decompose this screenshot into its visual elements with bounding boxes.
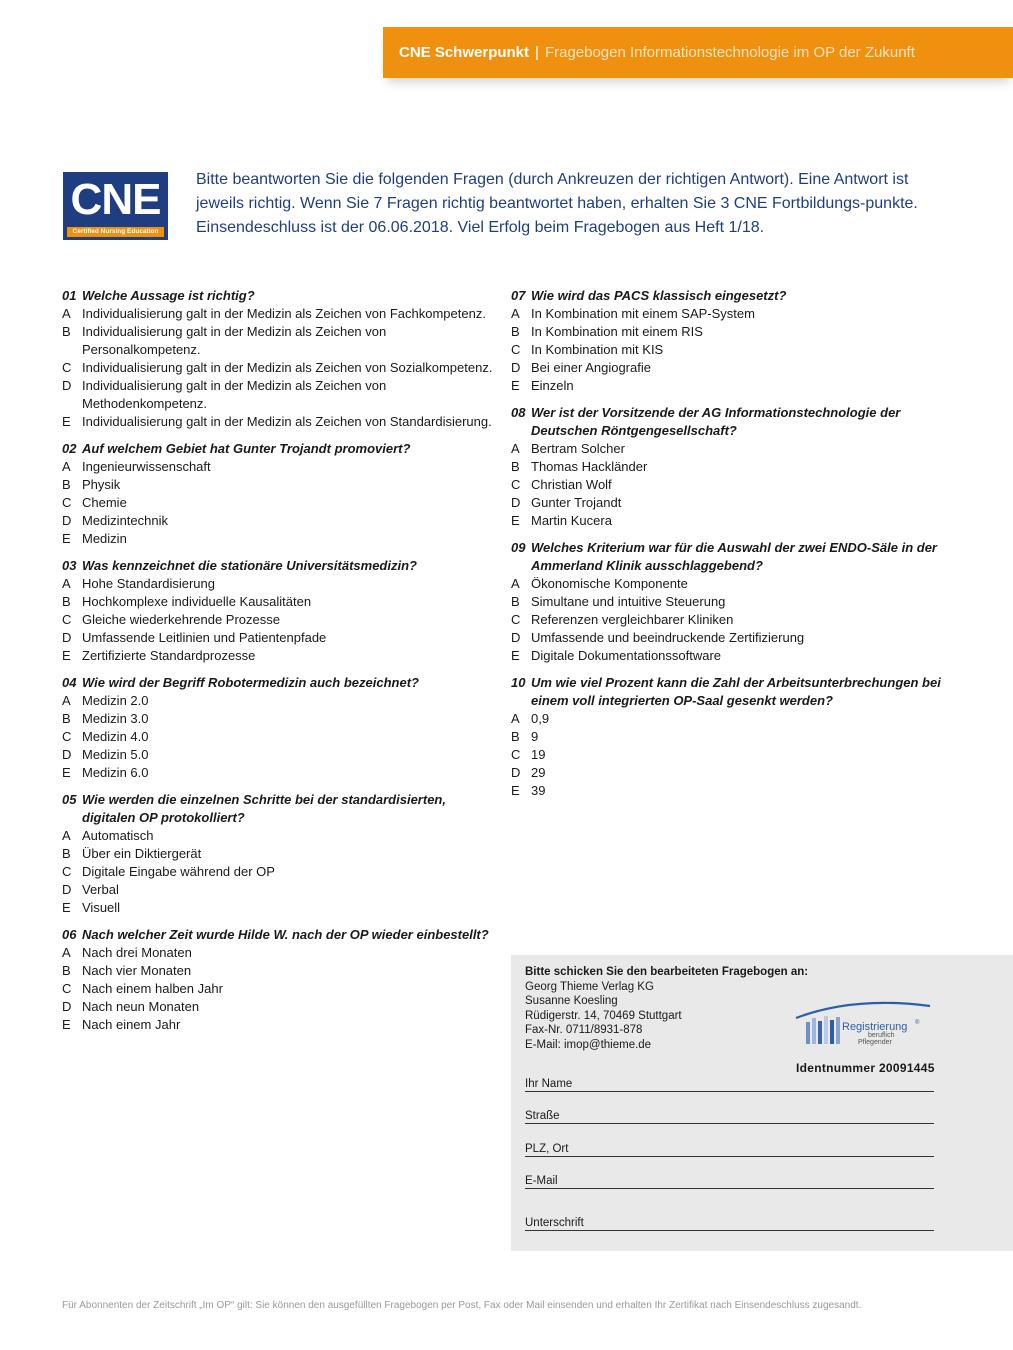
option-text: Medizin [82, 531, 127, 546]
option-letter: C [62, 360, 72, 375]
question-number: 08 [511, 405, 526, 420]
option-text: Visuell [82, 900, 121, 915]
ident-number: Identnummer 20091445 [796, 1061, 935, 1075]
answer-option[interactable] [62, 494, 502, 512]
option-text: Nach einem halben Jahr [82, 981, 223, 996]
option-letter: D [511, 765, 521, 780]
header-separator: | [535, 44, 539, 61]
option-text: Nach drei Monaten [82, 945, 192, 960]
answer-option[interactable] [62, 881, 502, 899]
question-number: 05 [62, 792, 77, 807]
address-line: Fax-Nr. 0711/8931-878 [525, 1024, 643, 1036]
option-letter: E [511, 648, 520, 663]
footer-note: Für Abonnenten der Zeitschrift „Im OP“ gilt: Sie können den ausgefüllten Fragebogen per Post, Fax oder Mail einsenden und erhalten Ihr Zertifikat nach Einsendeschluss zugesandt. [62, 1300, 862, 1311]
option-text: Physik [82, 477, 121, 492]
question-header [62, 440, 502, 458]
option-letter: E [62, 414, 71, 429]
question [511, 539, 951, 665]
question [62, 926, 502, 1034]
option-text: Digitale Dokumentationssoftware [531, 648, 722, 663]
answer-option[interactable] [62, 377, 502, 413]
question-header [62, 287, 502, 305]
option-letter: B [62, 846, 71, 861]
option-letter: E [511, 378, 520, 393]
answer-option[interactable] [511, 764, 951, 782]
option-letter: C [62, 612, 72, 627]
svg-text:Registrierung: Registrierung [842, 1021, 908, 1033]
name-field[interactable] [525, 1078, 934, 1092]
option-text: Bei einer Angiografie [531, 360, 651, 375]
cne-logo [63, 172, 168, 240]
option-letter: A [511, 576, 520, 591]
question [62, 557, 502, 665]
answer-option[interactable] [511, 611, 951, 629]
email-field[interactable] [525, 1175, 934, 1189]
question-number: 01 [62, 288, 77, 303]
answer-option[interactable] [62, 827, 502, 845]
question-text: Wie werden die einzelnen Schritte bei der standardisierten, digitalen OP protokolliert? [82, 792, 446, 825]
option-letter: C [511, 747, 521, 762]
option-letter: E [62, 531, 71, 546]
email-field-label: E-Mail [525, 1175, 558, 1187]
question [511, 404, 951, 530]
question-text: Wie wird der Begriff Robotermedizin auch bezeichnet? [82, 675, 419, 690]
option-letter: B [62, 324, 71, 339]
question-header [511, 287, 951, 305]
option-letter: B [511, 459, 520, 474]
address-line: Rüdigerstr. 14, 70469 Stuttgart [525, 1009, 682, 1022]
answer-option[interactable] [511, 647, 951, 665]
question-text: Nach welcher Zeit wurde Hilde W. nach der OP wieder einbestellt? [82, 927, 489, 942]
option-text: Thomas Hackländer [531, 459, 648, 474]
intro-text: Bitte beantworten Sie die folgenden Fragen (durch Ankreuzen der richtigen Antwort). Eine Antwort ist jeweils richtig. Wenn Sie 7 Fragen richtig beantwortet haben, erhalten Sie 3 CNE Fortbildungs-punkte. Einsendeschluss ist der 06.06.2018. Viel Erfolg beim Fragebogen aus Heft 1/18. [196, 171, 918, 236]
question [62, 440, 502, 548]
option-letter: D [511, 495, 521, 510]
option-text: In Kombination mit einem SAP-System [531, 306, 755, 321]
question-number: 02 [62, 441, 77, 456]
option-letter: E [62, 900, 71, 915]
question-text: Wie wird das PACS klassisch eingesetzt? [531, 288, 787, 303]
signature-field[interactable] [525, 1217, 934, 1231]
question-text: Wer ist der Vorsitzende der AG Informationstechnologie der Deutschen Röntgengesellschaft? [531, 405, 901, 438]
address-line: Susanne Koesling [525, 995, 618, 1007]
option-text: Gleiche wiederkehrende Prozesse [82, 612, 280, 627]
question [511, 287, 951, 395]
answer-option[interactable] [511, 476, 951, 494]
answer-option[interactable] [62, 593, 502, 611]
answer-option[interactable] [62, 692, 502, 710]
answer-option[interactable] [511, 305, 951, 323]
question-text: Welches Kriterium war für die Auswahl der zwei ENDO-Säle in der Ammerland Klinik ausschlaggebend? [531, 540, 937, 573]
answer-option[interactable] [511, 746, 951, 764]
option-letter: A [62, 945, 71, 960]
option-letter: E [511, 783, 520, 798]
answer-option[interactable] [511, 710, 951, 728]
question-number: 09 [511, 540, 526, 555]
option-letter: D [62, 630, 72, 645]
option-letter: E [62, 1017, 71, 1032]
option-letter: A [62, 306, 71, 321]
answer-option[interactable] [62, 998, 502, 1016]
option-text: Ökonomische Komponente [531, 576, 688, 591]
option-letter: D [62, 999, 72, 1014]
option-text: Gunter Trojandt [531, 495, 622, 510]
cne-logo-text: CNE [70, 175, 161, 224]
answer-option[interactable] [62, 413, 502, 431]
option-text: Automatisch [82, 828, 154, 843]
question-header [511, 404, 951, 440]
question-text: Welche Aussage ist richtig? [82, 288, 255, 303]
answer-option[interactable] [62, 1016, 502, 1034]
option-text: Medizin 2.0 [82, 693, 149, 708]
option-text: Zertifizierte Standardprozesse [82, 648, 256, 663]
question-text: Auf welchem Gebiet hat Gunter Trojandt promoviert? [82, 441, 411, 456]
option-letter: C [62, 981, 72, 996]
question [62, 674, 502, 782]
option-letter: A [511, 306, 520, 321]
option-letter: B [62, 711, 71, 726]
street-field[interactable] [525, 1110, 934, 1124]
option-text: Individualisierung galt in der Medizin als Zeichen von Sozialkompetenz. [82, 360, 493, 375]
option-letter: A [511, 711, 520, 726]
option-letter: E [511, 513, 520, 528]
option-text: 0,9 [531, 711, 550, 726]
option-text: Individualisierung galt in der Medizin als Zeichen von Personalkompetenz. [82, 324, 387, 357]
registrierung-logo [794, 1000, 934, 1050]
answer-option[interactable] [62, 845, 502, 863]
svg-text:Pflegender: Pflegender [858, 1039, 892, 1046]
answer-option[interactable] [62, 962, 502, 980]
option-letter: D [62, 513, 72, 528]
question-header [511, 539, 951, 575]
answer-option[interactable] [511, 512, 951, 530]
address-line: Georg Thieme Verlag KG [525, 980, 654, 993]
option-letter: A [62, 576, 71, 591]
answer-option[interactable] [511, 458, 951, 476]
option-letter: B [511, 324, 520, 339]
option-letter: C [62, 864, 72, 879]
answer-option[interactable] [511, 782, 951, 800]
answer-option[interactable] [62, 611, 502, 629]
option-letter: B [62, 477, 71, 492]
answer-option[interactable] [511, 440, 951, 458]
answer-option[interactable] [62, 944, 502, 962]
option-text: Umfassende und beeindruckende Zertifizierung [531, 630, 805, 645]
option-text: Verbal [82, 882, 119, 897]
option-letter: C [511, 342, 521, 357]
option-letter: B [62, 594, 71, 609]
option-letter: B [62, 963, 71, 978]
option-letter: C [511, 612, 521, 627]
answer-option[interactable] [511, 323, 951, 341]
option-text: 9 [531, 729, 539, 744]
option-letter: E [62, 648, 71, 663]
question-number: 10 [511, 675, 526, 690]
header-bar [383, 27, 1013, 78]
question-header [62, 926, 502, 944]
option-text: Hochkomplexe individuelle Kausalitäten [82, 594, 312, 609]
questions-left-column [62, 287, 502, 1043]
option-text: Medizintechnik [82, 513, 168, 528]
zip-city-field-label: PLZ, Ort [525, 1143, 569, 1155]
answer-option[interactable] [62, 746, 502, 764]
question-number: 04 [62, 675, 77, 690]
answer-option[interactable] [511, 377, 951, 395]
option-letter: D [62, 378, 72, 393]
option-text: Umfassende Leitlinien und Patientenpfade [82, 630, 327, 645]
option-text: 39 [531, 783, 546, 798]
option-text: In Kombination mit KIS [531, 342, 664, 357]
question [62, 791, 502, 917]
answer-option[interactable] [511, 728, 951, 746]
option-letter: B [511, 729, 520, 744]
answer-option[interactable] [62, 458, 502, 476]
option-text: Simultane und intuitive Steuerung [531, 594, 726, 609]
questions-right-column [511, 287, 951, 809]
option-letter: C [511, 477, 521, 492]
answer-option[interactable] [62, 359, 502, 377]
option-text: Nach neun Monaten [82, 999, 200, 1014]
question-text: Um wie viel Prozent kann die Zahl der Arbeitsunterbrechungen bei einem voll integrierten OP-Saal gesenkt werden? [531, 675, 941, 708]
option-text: Individualisierung galt in der Medizin als Zeichen von Fachkompetenz. [82, 306, 486, 321]
answer-option[interactable] [62, 647, 502, 665]
option-text: Chemie [82, 495, 127, 510]
answer-option[interactable] [62, 728, 502, 746]
option-text: Über ein Diktiergerät [82, 846, 202, 861]
option-text: Christian Wolf [531, 477, 612, 492]
option-letter: A [62, 459, 71, 474]
option-letter: D [511, 360, 521, 375]
answer-option[interactable] [511, 593, 951, 611]
option-letter: A [511, 441, 520, 456]
option-text: Medizin 4.0 [82, 729, 149, 744]
answer-option[interactable] [62, 629, 502, 647]
answer-option[interactable] [511, 359, 951, 377]
header-title: Fragebogen Informationstechnologie im OP der Zukunft [544, 44, 915, 61]
signature-field-label: Unterschrift [525, 1217, 584, 1229]
answer-option[interactable] [511, 494, 951, 512]
address-line: E-Mail: imop@thieme.de [525, 1038, 652, 1051]
answer-option[interactable] [62, 863, 502, 881]
option-letter: D [62, 747, 72, 762]
answer-option[interactable] [511, 575, 951, 593]
question-number: 07 [511, 288, 526, 303]
option-text: Nach vier Monaten [82, 963, 192, 978]
answer-option[interactable] [62, 764, 502, 782]
option-text: Hohe Standardisierung [82, 576, 215, 591]
option-text: Digitale Eingabe während der OP [82, 864, 275, 879]
option-text: 29 [531, 765, 546, 780]
option-text: Individualisierung galt in der Medizin als Zeichen von Methodenkompetenz. [82, 378, 387, 411]
svg-text:®: ® [915, 1020, 920, 1026]
option-text: Medizin 3.0 [82, 711, 149, 726]
option-text: Bertram Solcher [531, 441, 625, 456]
question-number: 03 [62, 558, 77, 573]
option-letter: A [62, 693, 71, 708]
option-letter: B [511, 594, 520, 609]
answer-option[interactable] [62, 323, 502, 359]
option-text: In Kombination mit einem RIS [531, 324, 703, 339]
option-letter: D [511, 630, 521, 645]
option-text: Medizin 6.0 [82, 765, 149, 780]
cne-logo-subtext: Certified Nursing Education [67, 227, 164, 237]
street-field-label: Straße [525, 1110, 560, 1122]
option-text: Referenzen vergleichbarer Kliniken [531, 612, 734, 627]
send-address-lead: Bitte schicken Sie den bearbeiteten Fragebogen an: [525, 966, 809, 978]
answer-option[interactable] [62, 476, 502, 494]
send-address-box [511, 955, 1013, 1251]
question-header [511, 674, 951, 710]
header-kicker: CNE Schwerpunkt [399, 44, 530, 61]
question-header [62, 674, 502, 692]
option-text: Ingenieurwissenschaft [82, 459, 211, 474]
answer-option[interactable] [62, 512, 502, 530]
option-letter: C [62, 495, 72, 510]
question-header [62, 557, 502, 575]
question [511, 674, 951, 800]
zip-city-field[interactable] [525, 1143, 934, 1157]
option-letter: A [62, 828, 71, 843]
question-header [62, 791, 502, 827]
svg-text:beruflich: beruflich [868, 1032, 895, 1039]
option-text: 19 [531, 747, 546, 762]
option-text: Martin Kucera [531, 513, 612, 528]
answer-option[interactable] [511, 341, 951, 359]
send-address [525, 965, 808, 1052]
answer-option[interactable] [62, 899, 502, 917]
answer-option[interactable] [62, 530, 502, 548]
name-field-label: Ihr Name [525, 1078, 573, 1090]
answer-option[interactable] [62, 710, 502, 728]
option-letter: D [62, 882, 72, 897]
option-text: Nach einem Jahr [82, 1017, 181, 1032]
option-text: Individualisierung galt in der Medizin als Zeichen von Standardisierung. [82, 414, 492, 429]
question-number: 06 [62, 927, 77, 942]
option-text: Medizin 5.0 [82, 747, 149, 762]
question [62, 287, 502, 431]
answer-option[interactable] [62, 305, 502, 323]
option-letter: C [62, 729, 72, 744]
question-text: Was kennzeichnet die stationäre Universitätsmedizin? [82, 558, 417, 573]
option-letter: E [62, 765, 71, 780]
answer-option[interactable] [511, 629, 951, 647]
answer-option[interactable] [62, 980, 502, 998]
option-text: Einzeln [531, 378, 574, 393]
answer-option[interactable] [62, 575, 502, 593]
